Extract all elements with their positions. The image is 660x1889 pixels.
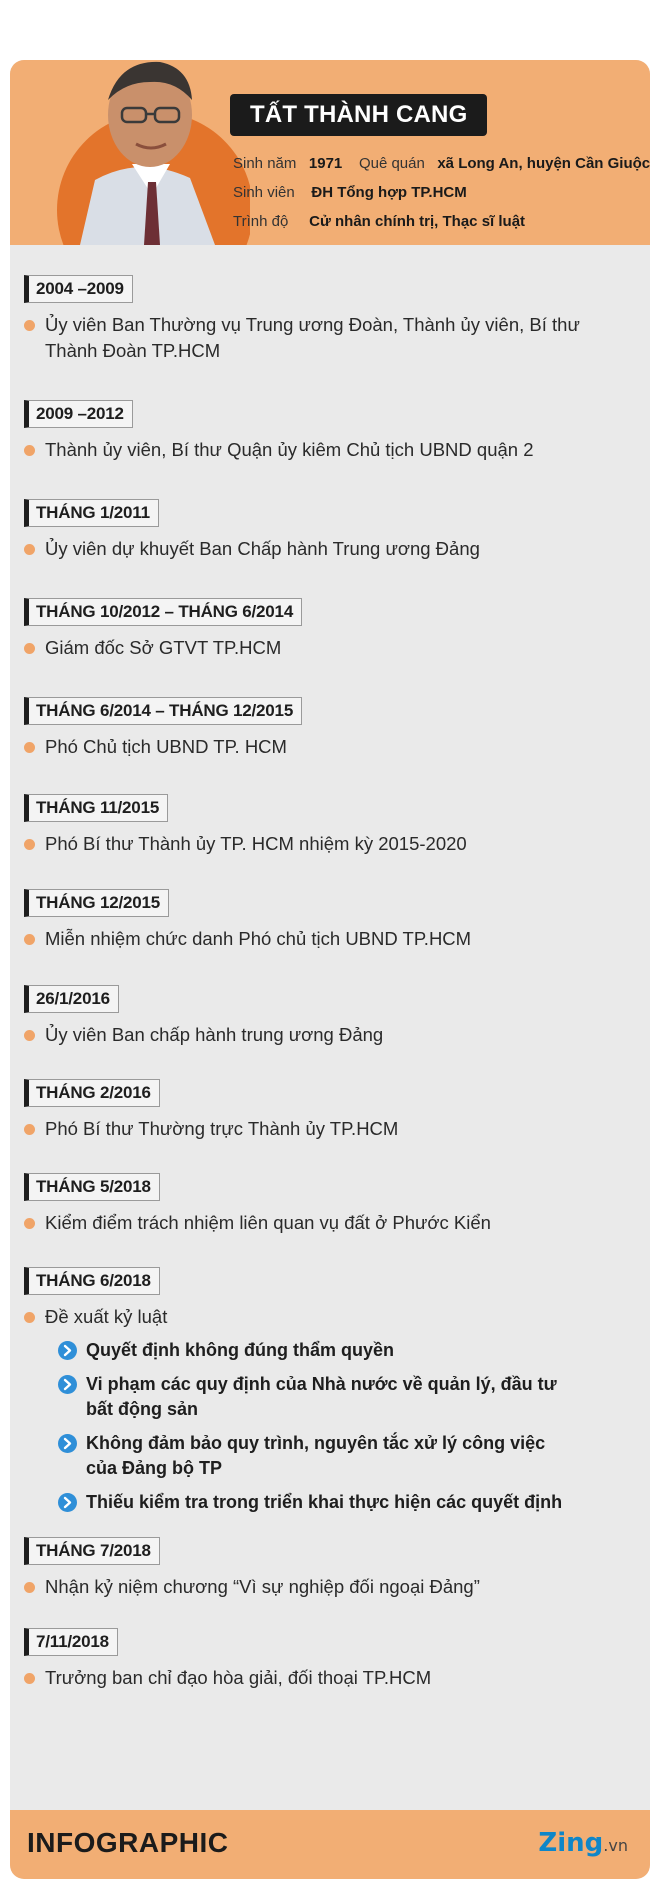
discipline-reasons-list bbox=[58, 1338, 650, 1515]
timeline-entry bbox=[10, 889, 650, 952]
timeline-item bbox=[10, 536, 615, 562]
hometown-value: xã Long An, huyện Cần Giuộc bbox=[437, 155, 650, 172]
timeline-date: 26/1/2016 bbox=[24, 985, 119, 1013]
timeline-date: 7/11/2018 bbox=[24, 1628, 118, 1656]
sub-item bbox=[58, 1372, 576, 1422]
bullet-icon bbox=[24, 1582, 35, 1593]
sub-item bbox=[58, 1431, 576, 1481]
timeline-text: Phó Bí thư Thường trực Thành ủy TP.HCM bbox=[45, 1118, 399, 1139]
school-value: ĐH Tổng hợp TP.HCM bbox=[311, 184, 467, 201]
school-label: Sinh viên bbox=[233, 184, 295, 201]
zing-logo-text: Zing bbox=[538, 1828, 604, 1858]
zing-logo[interactable] bbox=[538, 1828, 628, 1858]
timeline-item bbox=[10, 635, 615, 661]
timeline-item bbox=[10, 926, 615, 952]
bullet-icon bbox=[24, 1312, 35, 1323]
infographic-label: INFOGRAPHIC bbox=[27, 1827, 229, 1858]
timeline-text: Miễn nhiệm chức danh Phó chủ tịch UBND TP.HCM bbox=[45, 928, 472, 949]
hometown-label: Quê quán bbox=[358, 155, 425, 172]
timeline-item bbox=[10, 437, 615, 463]
bullet-icon bbox=[24, 1124, 35, 1135]
sub-item-text: Không đảm bảo quy trình, nguyên tắc xử lý công việc của Đảng bộ TP bbox=[86, 1433, 546, 1478]
bullet-icon bbox=[24, 320, 35, 331]
timeline-entry bbox=[10, 1267, 650, 1515]
timeline-date: THÁNG 2/2016 bbox=[24, 1079, 160, 1107]
timeline-date: 2009 –2012 bbox=[24, 400, 133, 428]
timeline-item bbox=[10, 831, 615, 857]
timeline-text: Đề xuất kỷ luật bbox=[45, 1306, 168, 1327]
timeline-text: Ủy viên Ban Thường vụ Trung ương Đoàn, Thành ủy viên, Bí thư Thành Đoàn TP.HCM bbox=[45, 314, 580, 361]
timeline-entry bbox=[10, 1537, 650, 1600]
bullet-icon bbox=[24, 1030, 35, 1041]
timeline-entry bbox=[10, 985, 650, 1048]
timeline-entry bbox=[10, 598, 650, 661]
timeline-entry bbox=[10, 1173, 650, 1236]
bullet-icon bbox=[24, 445, 35, 456]
bullet-icon bbox=[24, 1218, 35, 1229]
timeline-text: Ủy viên Ban chấp hành trung ương Đảng bbox=[45, 1024, 384, 1045]
timeline-date: THÁNG 12/2015 bbox=[24, 889, 169, 917]
arrow-right-icon bbox=[58, 1341, 77, 1360]
timeline-entry bbox=[10, 1079, 650, 1142]
timeline-date: THÁNG 7/2018 bbox=[24, 1537, 160, 1565]
footer-bar bbox=[10, 1810, 650, 1879]
timeline-item bbox=[10, 1022, 615, 1048]
degree-value: Cử nhân chính trị, Thạc sĩ luật bbox=[309, 213, 526, 230]
timeline-item bbox=[10, 734, 615, 760]
sub-item-text: Quyết định không đúng thẩm quyền bbox=[86, 1340, 394, 1360]
degree-label: Trình độ bbox=[233, 213, 289, 230]
sub-item-text: Vi phạm các quy định của Nhà nước về quản lý, đầu tư bất động sản bbox=[86, 1374, 557, 1419]
timeline-text: Ủy viên dự khuyết Ban Chấp hành Trung ương Đảng bbox=[45, 538, 480, 559]
timeline-item bbox=[10, 1665, 615, 1691]
timeline-date: THÁNG 6/2018 bbox=[24, 1267, 160, 1295]
arrow-right-icon bbox=[58, 1375, 77, 1394]
timeline-date: THÁNG 11/2015 bbox=[24, 794, 168, 822]
timeline-entry bbox=[10, 697, 650, 760]
timeline-text: Phó Bí thư Thành ủy TP. HCM nhiệm kỳ 2015-2020 bbox=[45, 833, 467, 854]
arrow-right-icon bbox=[58, 1434, 77, 1453]
sub-item bbox=[58, 1490, 576, 1515]
timeline-text: Kiểm điểm trách nhiệm liên quan vụ đất ở Phước Kiển bbox=[45, 1212, 491, 1233]
timeline-entry bbox=[10, 275, 650, 364]
timeline-entry bbox=[10, 1628, 650, 1691]
timeline-item bbox=[10, 312, 615, 364]
timeline-entry bbox=[10, 499, 650, 562]
timeline-text: Phó Chủ tịch UBND TP. HCM bbox=[45, 736, 287, 757]
bullet-icon bbox=[24, 839, 35, 850]
birth-label: Sinh năm bbox=[233, 155, 297, 172]
timeline-text: Thành ủy viên, Bí thư Quận ủy kiêm Chủ tịch UBND quận 2 bbox=[45, 439, 534, 460]
timeline-text: Nhận kỷ niệm chương “Vì sự nghiệp đối ngoại Đảng” bbox=[45, 1576, 480, 1597]
timeline-item bbox=[10, 1116, 615, 1142]
infographic-card bbox=[10, 60, 650, 1879]
zing-logo-suffix: .vn bbox=[603, 1836, 628, 1855]
sub-item bbox=[58, 1338, 576, 1363]
timeline-text: Giám đốc Sở GTVT TP.HCM bbox=[45, 637, 282, 658]
profile-header bbox=[10, 60, 650, 245]
bullet-icon bbox=[24, 544, 35, 555]
timeline-entry bbox=[10, 794, 650, 857]
timeline-text: Trưởng ban chỉ đạo hòa giải, đối thoại TP.HCM bbox=[45, 1667, 432, 1688]
arrow-right-icon bbox=[58, 1493, 77, 1512]
sub-item-text: Thiếu kiểm tra trong triển khai thực hiện các quyết định bbox=[86, 1492, 563, 1512]
timeline-item bbox=[10, 1304, 615, 1330]
birth-year: 1971 bbox=[308, 155, 343, 172]
bullet-icon bbox=[24, 742, 35, 753]
timeline-date: THÁNG 6/2014 – THÁNG 12/2015 bbox=[24, 697, 302, 725]
degree-row bbox=[233, 213, 525, 230]
bullet-icon bbox=[24, 934, 35, 945]
timeline-item bbox=[10, 1210, 615, 1236]
timeline-entry bbox=[10, 400, 650, 463]
birth-hometown-row bbox=[233, 155, 650, 172]
bullet-icon bbox=[24, 1673, 35, 1684]
bullet-icon bbox=[24, 643, 35, 654]
timeline-date: THÁNG 1/2011 bbox=[24, 499, 159, 527]
timeline-date: 2004 –2009 bbox=[24, 275, 133, 303]
person-name: TẤT THÀNH CANG bbox=[230, 94, 487, 136]
portrait-image bbox=[40, 60, 250, 245]
timeline-item bbox=[10, 1574, 615, 1600]
school-row bbox=[233, 184, 467, 201]
career-timeline bbox=[10, 275, 650, 1691]
timeline-date: THÁNG 10/2012 – THÁNG 6/2014 bbox=[24, 598, 302, 626]
timeline-date: THÁNG 5/2018 bbox=[24, 1173, 160, 1201]
